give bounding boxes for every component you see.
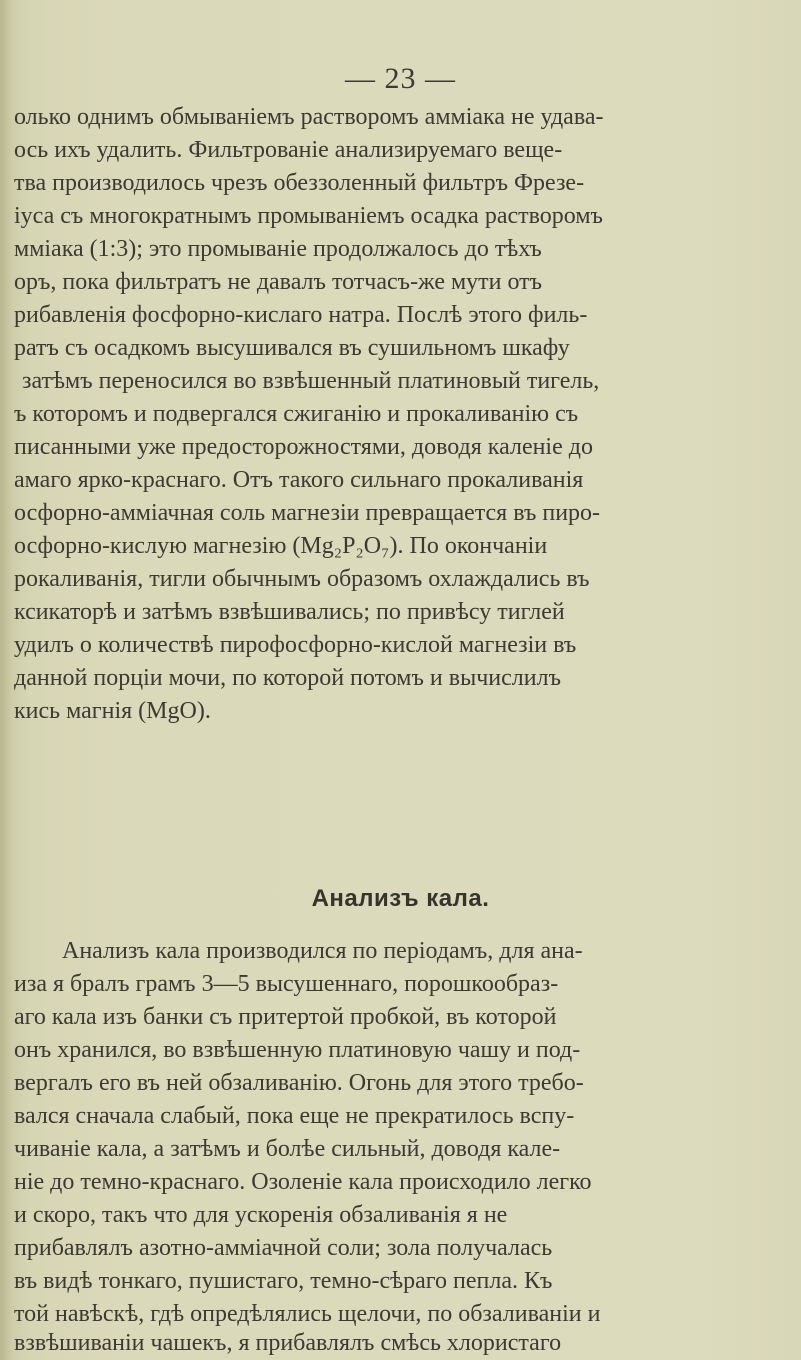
text-line: аго кала изъ банки съ притертой пробкой, въ которой (14, 1004, 557, 1030)
text-line: осфорно-кислую магнезію (Mg₂P₂O₇). По окончаніи (14, 533, 548, 559)
text-line: иза я бралъ грамъ 3—5 высушеннаго, порошкообраз- (14, 971, 559, 997)
text-line: тва производилось чрезъ обеззоленный фильтръ Фрезе- (14, 170, 585, 196)
text-line: прибавлялъ азотно-амміачной соли; зола получалась (14, 1235, 553, 1261)
text-line: взвѣшиваніи чашекъ, я прибавлялъ смѣсь хлористаго (14, 1330, 562, 1356)
text-line: ксикаторѣ и затѣмъ взвѣшивались; по привѣсу тиглей (14, 599, 565, 625)
text-line: мміака (1:3); это промываніе продолжалось до тѣхъ (14, 236, 542, 262)
page-number: — 23 — (345, 62, 456, 95)
text-line: ъ которомъ и подвергался сжиганію и прокаливанію съ (14, 401, 579, 427)
text-line: чиваніе кала, а затѣмъ и болѣе сильный, доводя кале- (14, 1136, 561, 1162)
text-line: оръ, пока фильтратъ не давалъ тотчасъ-же мути отъ (14, 269, 543, 295)
text-line: затѣмъ переносился во взвѣшенный платиновый тигель, (22, 368, 600, 394)
text-line: рибавленія фосфорно-кислаго натра. Послѣ этого филь- (14, 302, 588, 328)
text-line: вался сначала слабый, пока еще не прекратилось вспу- (14, 1103, 575, 1129)
text-line: въ видѣ тонкаго, пушистаго, темно-сѣраго пепла. Къ (14, 1268, 553, 1294)
page-gutter-shadow (0, 0, 12, 1360)
text-line: кись магнія (MgO). (14, 698, 211, 724)
text-line: іуса съ многократнымъ промываніемъ осадка растворомъ (14, 203, 603, 229)
text-line: ось ихъ удалить. Фильтрованіе анализируемаго веще- (14, 137, 563, 163)
text-line: вергалъ его въ ней обзаливанію. Огонь для этого требо- (14, 1070, 584, 1096)
text-line: осфорно-амміачная соль магнезіи превращается въ пиро- (14, 500, 601, 526)
text-line: ратъ съ осадкомъ высушивался въ сушильномъ шкафу (14, 335, 570, 361)
text-line: амаго ярко-краснаго. Отъ такого сильнаго прокаливанія (14, 467, 584, 493)
text-line: писанными уже предосторожностями, доводя каленіе до (14, 434, 593, 460)
text-line: той навѣскѣ, гдѣ опредѣлялись щелочи, по обзаливаніи и (14, 1301, 601, 1327)
text-line: удилъ о количествѣ пирофосфорно-кислой магнезіи въ (14, 632, 577, 658)
text-line: Анализъ кала производился по періодамъ, для ана- (62, 938, 583, 964)
text-line: данной порціи мочи, по которой потомъ и вычислилъ (14, 665, 561, 691)
text-line: рокаливанія, тигли обычнымъ образомъ охлаждались въ (14, 566, 590, 592)
text-line: и скоро, такъ что для ускоренія обзаливанія я не (14, 1202, 508, 1228)
text-line: онъ хранился, во взвѣшенную платиновую чашу и под- (14, 1037, 581, 1063)
section-heading: Анализъ кала. (311, 885, 490, 912)
text-line: олько однимъ обмыванiемъ растворомъ амміака не удава- (14, 104, 604, 130)
text-line: ніе до темно-краснаго. Озоленіе кала происходило легко (14, 1169, 592, 1195)
